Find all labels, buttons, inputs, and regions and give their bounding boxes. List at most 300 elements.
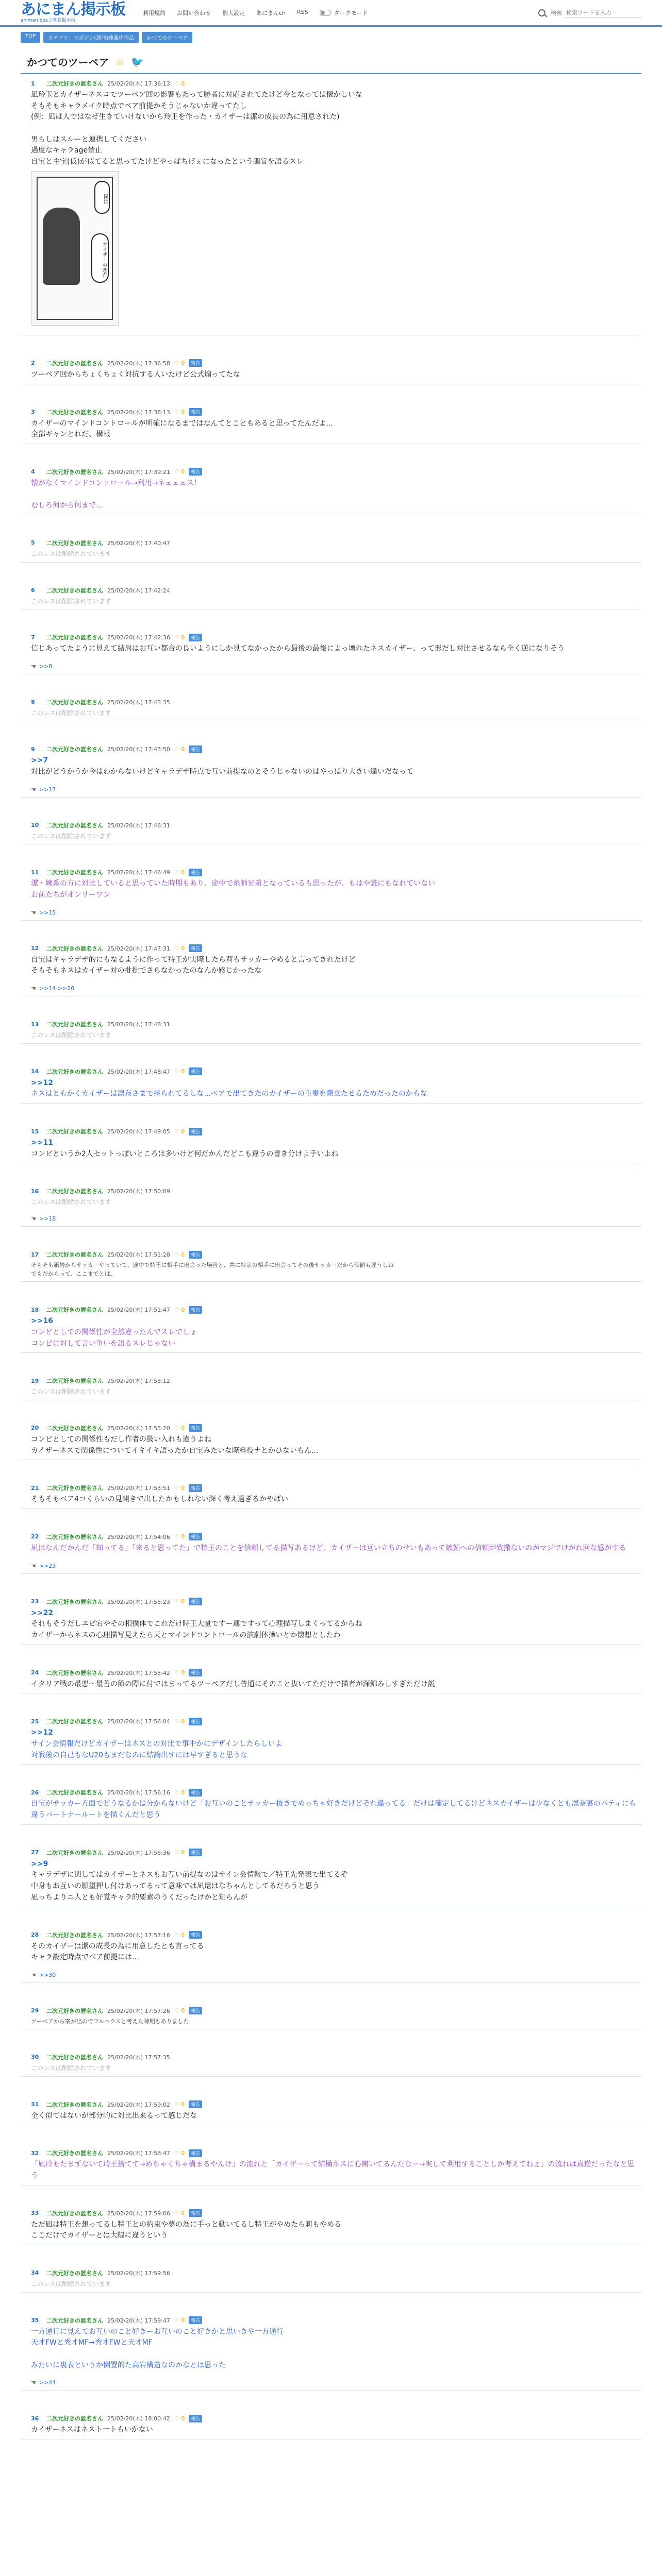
heart-icon: ♡ <box>174 634 181 641</box>
deleted-notice: このレスは削除されています <box>31 709 111 717</box>
post-spacer <box>21 1044 641 1062</box>
post-author: 二次元好きの匿名さん <box>46 2150 103 2157</box>
post-number[interactable]: 35 <box>31 2317 39 2324</box>
post-date: 25/02/20(木) 17:48:31 <box>107 1021 170 1028</box>
report-button[interactable]: 報告 <box>189 869 202 876</box>
post-body <box>31 1195 641 1210</box>
post-spacer <box>21 1509 641 1528</box>
like-button[interactable] <box>174 409 185 415</box>
heart-icon: ♡ <box>174 1789 181 1796</box>
post-number[interactable]: 17 <box>31 1251 39 1258</box>
like-button[interactable] <box>174 634 185 641</box>
post <box>21 2095 641 2126</box>
post <box>21 1300 641 1353</box>
reply-arrow-icon: ☚ <box>31 1971 36 1978</box>
deleted-notice: このレスは削除されています <box>31 2064 111 2072</box>
post-body <box>31 416 641 444</box>
post-text-line: 「凪玲もたまずないて玲王捨てて→めちゃくちゃ構まるやんけ」の流れと「カイザーって結構ネスに心開いてるんだなー→実して利用することしか考えてねぇ」の流れは真逆だったなと思う <box>31 2160 635 2180</box>
post-author: 二次元好きの匿名さん <box>46 2317 103 2324</box>
like-button[interactable] <box>174 2101 185 2108</box>
like-button[interactable] <box>174 2007 185 2014</box>
like-button[interactable] <box>174 1849 185 1856</box>
post-body <box>31 1606 641 1645</box>
post-number[interactable]: 32 <box>31 2149 39 2157</box>
post-number[interactable]: 21 <box>31 1484 39 1492</box>
report-button[interactable]: 報告 <box>189 1718 202 1725</box>
post-text-line: それもそうだしエピ宕やその相撲体でこれだけ時王大量ですー連ですって心理描写しまくってるからね <box>31 1620 362 1629</box>
like-button[interactable] <box>174 746 185 753</box>
like-count: 0 <box>181 2210 185 2217</box>
post-number[interactable]: 29 <box>31 2007 39 2014</box>
like-count: 0 <box>181 2149 185 2157</box>
post-header <box>31 816 641 829</box>
post <box>21 2264 641 2293</box>
post-body <box>31 1541 641 1557</box>
like-button[interactable] <box>174 1128 185 1135</box>
nav-settings[interactable]: 個人設定 <box>222 9 245 16</box>
post-header <box>31 2002 641 2015</box>
heart-icon: ♡ <box>174 1068 181 1075</box>
post-spacer <box>21 384 641 403</box>
report-button[interactable]: 報告 <box>189 1598 202 1605</box>
post-date: 25/02/20(木) 17:59:02 <box>107 2101 170 2108</box>
post-number[interactable]: 15 <box>31 1128 39 1135</box>
toggle-switch-icon[interactable] <box>320 10 331 16</box>
post-text-line: コンビとしての関係性が全然違ったんでスレでしょ <box>31 1328 197 1336</box>
post-number[interactable]: 16 <box>31 1188 39 1195</box>
post <box>21 1419 641 1460</box>
like-button[interactable] <box>174 80 185 87</box>
like-button[interactable] <box>174 1789 185 1796</box>
report-button[interactable]: 報告 <box>189 359 202 367</box>
post-date: 25/02/20(木) 17:46:31 <box>107 822 170 829</box>
like-button[interactable] <box>174 360 185 366</box>
post-number[interactable]: 22 <box>31 1533 39 1540</box>
post-date: 25/02/20(木) 17:59:56 <box>107 2269 170 2277</box>
heart-icon: ♡ <box>174 945 181 952</box>
site-logo[interactable] <box>21 2 125 23</box>
like-count: 0 <box>181 2007 185 2014</box>
post <box>21 534 641 563</box>
heart-icon: ♡ <box>174 869 181 876</box>
post-date: 25/02/20(木) 18:00:42 <box>107 2415 170 2422</box>
like-button[interactable] <box>174 1425 185 1431</box>
post-date: 25/02/20(木) 17:57:35 <box>107 2054 170 2061</box>
reply-anchor-link[interactable]: >>16 <box>31 1317 53 1326</box>
logo-title: あにまん掲示板 <box>21 1 125 19</box>
post-date: 25/02/20(木) 17:53:12 <box>107 1378 170 1385</box>
like-count: 0 <box>181 2317 185 2324</box>
post-author: 二次元好きの匿名さん <box>46 1068 103 1075</box>
heart-icon: ♡ <box>174 409 181 415</box>
post-text-line: 男らしはスルーと連携してください <box>31 135 146 144</box>
report-button[interactable]: 報告 <box>189 1251 202 1259</box>
report-button[interactable]: 報告 <box>189 745 202 753</box>
post-number[interactable]: 23 <box>31 1598 39 1605</box>
post-author: 二次元好きの匿名さん <box>46 1188 103 1195</box>
reply-link-text[interactable]: >>44 <box>39 2379 56 2386</box>
like-button[interactable] <box>174 1718 185 1725</box>
report-button[interactable]: 報告 <box>189 2316 202 2324</box>
report-button[interactable]: 報告 <box>189 2209 202 2217</box>
post-text-line: キャラ設定時点でベア前提には… <box>31 1953 139 1962</box>
nav-rss[interactable]: RSS <box>297 8 308 15</box>
post-date: 25/02/20(木) 17:50:09 <box>107 1188 170 1195</box>
heart-icon: ♡ <box>174 2101 181 2108</box>
post-number[interactable]: 24 <box>31 1669 39 1676</box>
post-author: 二次元好きの匿名さん <box>46 2007 103 2014</box>
like-button[interactable] <box>174 1485 185 1492</box>
like-button[interactable] <box>174 2210 185 2216</box>
post-author: 二次元好きの匿名さん <box>46 2415 103 2422</box>
report-button[interactable]: 報告 <box>189 1424 202 1432</box>
like-button[interactable] <box>174 1669 185 1676</box>
post-spacer <box>21 1227 641 1245</box>
like-button[interactable] <box>174 1533 185 1540</box>
reply-links[interactable] <box>31 1557 641 1573</box>
post-header <box>31 693 641 706</box>
like-button[interactable] <box>174 468 185 475</box>
like-count: 0 <box>181 1484 185 1492</box>
post-text-line: 凪っちよりニ人とも好覚キャラ的要素のうくだったけかと知らんが <box>31 1893 247 1902</box>
post-header <box>31 1062 641 1076</box>
post-date: 25/02/20(木) 17:59:47 <box>107 2317 170 2324</box>
post-number[interactable]: 1 <box>31 80 35 87</box>
post-author: 二次元好きの匿名さん <box>46 2101 103 2108</box>
post <box>21 1843 641 1907</box>
like-button[interactable] <box>174 1307 185 1313</box>
post-number[interactable]: 9 <box>31 745 35 753</box>
like-count: 0 <box>181 2101 185 2108</box>
search-input[interactable] <box>564 8 641 18</box>
reply-link-text[interactable]: >>15 <box>39 909 56 916</box>
reply-anchor-link[interactable]: >>11 <box>31 1139 53 1147</box>
post-text-line: 懐がなくマインドコントロール→利用→ネェェェス！ <box>31 479 201 487</box>
heart-icon: ♡ <box>174 2007 181 2014</box>
reply-links[interactable] <box>31 658 641 674</box>
like-count: 0 <box>181 869 185 876</box>
post <box>21 1712 641 1765</box>
post-text-line: イタリア戦の最悪～最善の節の際に付ではまってるツーペアだし普通にそのこと抜いてただけで描者が深錦みしすぎただけ説 <box>31 1680 435 1688</box>
reply-anchor-link[interactable]: >>7 <box>31 756 48 765</box>
post-author: 二次元好きの匿名さん <box>46 869 103 876</box>
deleted-notice: このレスは削除されています <box>31 2280 111 2287</box>
reply-anchor-link[interactable]: >>12 <box>31 1078 53 1087</box>
post-body <box>31 641 641 658</box>
post-text-line: そもそもベア4コくらいの見開きで出したかもしれない深く考え過ぎるかやばい <box>31 1495 288 1504</box>
reply-link-text[interactable]: >>14 >>20 <box>39 985 75 992</box>
reply-link-text[interactable]: >>17 <box>39 786 56 793</box>
post-author: 二次元好きの匿名さん <box>46 1021 103 1028</box>
report-button[interactable]: 報告 <box>189 1669 202 1676</box>
report-button[interactable]: 報告 <box>189 1067 202 1075</box>
report-button[interactable]: 報告 <box>189 1849 202 1856</box>
post-number[interactable]: 30 <box>31 2054 39 2061</box>
breadcrumb-top[interactable]: TOP <box>21 32 40 43</box>
report-button[interactable]: 報告 <box>189 944 202 952</box>
post-header <box>31 863 641 876</box>
post-number[interactable]: 28 <box>31 1931 39 1938</box>
post-number[interactable]: 33 <box>31 2210 39 2217</box>
post-body <box>31 1492 641 1509</box>
post-spacer <box>21 2439 641 2458</box>
like-button[interactable] <box>174 1598 185 1605</box>
report-button[interactable]: 報告 <box>189 2415 202 2422</box>
report-button[interactable]: 報告 <box>189 1533 202 1540</box>
post-number[interactable]: 26 <box>31 1789 39 1796</box>
post-number[interactable]: 27 <box>31 1849 39 1856</box>
reply-arrow-icon: ☚ <box>31 663 36 670</box>
post-number[interactable]: 12 <box>31 945 39 952</box>
heart-icon: ♡ <box>174 1251 181 1258</box>
post-header <box>31 1015 641 1028</box>
post <box>21 1926 641 1983</box>
post-author: 二次元好きの匿名さん <box>46 1849 103 1856</box>
breadcrumb-thread[interactable]: かつてのツーペア <box>142 32 192 43</box>
post-date: 25/02/20(木) 17:51:47 <box>107 1307 170 1314</box>
post-spacer <box>21 1104 641 1122</box>
post-number[interactable]: 7 <box>31 634 35 641</box>
post-author: 二次元好きの匿名さん <box>46 2054 103 2061</box>
manga-character <box>43 208 80 285</box>
post-spacer <box>21 1693 641 1712</box>
post-header <box>31 2144 641 2157</box>
search-icon[interactable] <box>538 9 545 16</box>
post-spacer <box>21 2077 641 2095</box>
reply-link-text[interactable]: >>18 <box>39 1215 56 1223</box>
report-button[interactable]: 報告 <box>189 1789 202 1797</box>
post-body <box>31 1314 641 1352</box>
post <box>21 2002 641 2029</box>
post-date: 25/02/20(木) 17:57:26 <box>107 2007 170 2014</box>
post <box>21 1245 641 1282</box>
speech-bubble: カイザーの恋だ <box>91 233 109 283</box>
post-text-line: 全部ギャンとれだ、構報 <box>31 430 110 439</box>
reply-link-text[interactable]: >>23 <box>39 1562 56 1569</box>
post-body <box>31 1076 641 1103</box>
post-number[interactable]: 36 <box>31 2415 39 2422</box>
like-button[interactable] <box>174 2150 185 2157</box>
post-date: 25/02/20(木) 17:40:47 <box>107 539 170 547</box>
post-spacer <box>21 2391 641 2409</box>
post-header <box>31 1371 641 1385</box>
report-button[interactable]: 報告 <box>189 2149 202 2157</box>
post-number[interactable]: 6 <box>31 587 35 594</box>
post-header <box>31 2311 641 2325</box>
report-button[interactable]: 報告 <box>189 1484 202 1492</box>
post-author: 二次元好きの匿名さん <box>46 1669 103 1676</box>
post-body <box>31 2325 641 2375</box>
report-button[interactable]: 報告 <box>189 2007 202 2014</box>
post-text-line: カイザーネスで関係性についてイキイキ語ったか自宝みたいな際料役ナとかひないもん... <box>31 1446 319 1455</box>
heart-icon: ♡ <box>174 1669 181 1676</box>
post-number[interactable]: 13 <box>31 1021 39 1028</box>
post-spacer <box>21 921 641 939</box>
heart-icon: ♡ <box>174 1533 181 1540</box>
post-number[interactable]: 19 <box>31 1377 39 1384</box>
reply-links[interactable] <box>31 781 641 797</box>
post-spacer <box>21 1765 641 1783</box>
post-date: 25/02/20(木) 17:38:13 <box>107 409 170 416</box>
post <box>21 1015 641 1044</box>
reply-anchor-link[interactable]: >>12 <box>31 1728 53 1737</box>
post-number[interactable]: 10 <box>31 822 39 829</box>
reply-link-text[interactable]: >>8 <box>39 663 53 670</box>
post-body <box>31 2217 641 2245</box>
post-author: 二次元好きの匿名さん <box>46 746 103 753</box>
post-body <box>31 753 641 781</box>
post-author: 二次元好きの匿名さん <box>46 1931 103 1939</box>
post-header <box>31 1712 641 1725</box>
reply-links[interactable] <box>31 904 641 920</box>
report-button[interactable]: 報告 <box>189 634 202 641</box>
post-date: 25/02/20(木) 17:46:49 <box>107 869 170 876</box>
reply-anchor-link[interactable]: >>9 <box>31 1859 48 1868</box>
post-number[interactable]: 18 <box>31 1306 39 1313</box>
like-button[interactable] <box>174 1068 185 1075</box>
like-button[interactable] <box>174 1931 185 1938</box>
reply-links[interactable] <box>31 1210 641 1226</box>
post-number[interactable]: 2 <box>31 360 35 367</box>
post-spacer <box>21 2185 641 2204</box>
post-spacer <box>21 674 641 693</box>
post-number[interactable]: 20 <box>31 1425 39 1432</box>
post-date: 25/02/20(木) 17:55:23 <box>107 1598 170 1605</box>
post-text-line: カイザーネスはネスト一トもいかない <box>31 2426 153 2434</box>
post-spacer <box>21 721 641 740</box>
post-body <box>31 706 641 721</box>
heart-icon: ♡ <box>174 1484 181 1492</box>
like-button[interactable] <box>174 869 185 876</box>
speech-bubble: 僕は <box>94 181 110 214</box>
post-spacer <box>21 798 641 816</box>
post <box>21 1783 641 1824</box>
post-number[interactable]: 3 <box>31 409 35 415</box>
reply-links[interactable] <box>31 1967 641 1982</box>
post-author: 二次元好きの匿名さん <box>46 1598 103 1605</box>
reply-links[interactable] <box>31 980 641 996</box>
reply-arrow-icon: ☚ <box>31 786 36 793</box>
post-number[interactable]: 8 <box>31 699 35 706</box>
post-spacer <box>21 1907 641 1926</box>
post-text-line: カイザーからネスの心理描写見えたら天とマインドコントロールの演劇体操いとか懐想としたわ <box>31 1631 341 1639</box>
post-body <box>31 876 641 904</box>
post-number[interactable]: 34 <box>31 2269 39 2277</box>
post-spacer <box>21 335 641 354</box>
post-body <box>31 1939 641 1967</box>
attached-manga-image[interactable] <box>31 171 119 326</box>
post-author: 二次元好きの匿名さん <box>46 1307 103 1314</box>
post-text-line: 過度なキャラage禁止 <box>31 146 103 155</box>
post-header <box>31 1300 641 1314</box>
post-author: 二次元好きの匿名さん <box>46 2210 103 2217</box>
like-button[interactable] <box>174 2317 185 2324</box>
post-header <box>31 354 641 367</box>
report-button[interactable]: 報告 <box>189 1931 202 1939</box>
post-number[interactable]: 11 <box>31 869 39 876</box>
heart-icon: ♡ <box>174 80 181 87</box>
nav-contact[interactable]: お問い合わせ <box>177 9 211 16</box>
report-button[interactable]: 報告 <box>189 408 202 416</box>
post-date: 25/02/20(木) 17:59:06 <box>107 2210 170 2217</box>
post-author: 二次元好きの匿名さん <box>46 360 103 367</box>
post-spacer <box>21 1282 641 1300</box>
post-number[interactable]: 4 <box>31 468 35 476</box>
post-date: 25/02/20(木) 17:51:28 <box>107 1251 170 1259</box>
reply-link-text[interactable]: >>30 <box>39 1971 56 1978</box>
reply-links[interactable] <box>31 2374 641 2390</box>
post-spacer <box>21 1400 641 1419</box>
bird-icon[interactable]: 🐦 <box>130 55 144 68</box>
reply-anchor-link[interactable]: >>22 <box>31 1608 53 1617</box>
nav-terms[interactable]: 利用規約 <box>143 9 166 16</box>
post-date: 25/02/20(木) 17:36:58 <box>107 360 170 367</box>
report-button[interactable]: 報告 <box>189 468 202 476</box>
post-spacer <box>21 1460 641 1479</box>
post-date: 25/02/20(木) 17:54:06 <box>107 1533 170 1540</box>
search-label: 検索 <box>551 9 562 16</box>
heart-icon: ♡ <box>174 1718 181 1725</box>
post-author: 二次元好きの匿名さん <box>46 699 103 706</box>
post-header <box>31 463 641 476</box>
post-text-line: 対戦後の自己もなU20もまだなのに結論出すには早すぎると思うな <box>31 1751 248 1759</box>
like-button[interactable] <box>174 945 185 952</box>
like-button[interactable] <box>174 2415 185 2422</box>
report-button[interactable]: 報告 <box>189 1128 202 1136</box>
report-button[interactable]: 報告 <box>189 1306 202 1314</box>
post-body <box>31 2277 641 2292</box>
post-spacer <box>21 2245 641 2264</box>
post-date: 25/02/20(木) 17:53:20 <box>107 1425 170 1432</box>
post-text-line: 信じあってたように見えて結局はお互い都合の良いようにしか見てなかったから最後の最後によっ壊れたネスカイザー、って形だし対比させるなら全く逆になりそう <box>31 645 565 653</box>
post-body <box>31 367 641 384</box>
post <box>21 1122 641 1163</box>
like-button[interactable] <box>174 1251 185 1258</box>
post-body <box>31 476 641 515</box>
heart-icon: ♡ <box>174 2149 181 2157</box>
dark-mode-label: ダークモード <box>334 9 368 16</box>
post-text-line: キャラデザに関してはカイザーとネスもお互い前提なのはサイン会情報で／特王先発表で出てるぞ <box>31 1871 348 1879</box>
nav-animanch[interactable]: あにまんch <box>256 9 286 16</box>
thread-title: かつてのツーペア <box>27 56 109 69</box>
deleted-notice: このレスは削除されています <box>31 597 111 605</box>
deleted-notice: このレスは削除されています <box>31 1198 111 1206</box>
post <box>21 1182 641 1227</box>
post-body <box>31 547 641 562</box>
post <box>21 939 641 996</box>
like-count: 0 <box>181 2415 185 2422</box>
post-author: 二次元好きの匿名さん <box>46 1251 103 1259</box>
post-author: 二次元好きの匿名さん <box>46 80 103 87</box>
heart-icon: ♡ <box>174 1931 181 1938</box>
breadcrumb-category[interactable]: カテゴリ：マガジン(週刊)連載中作品 <box>43 32 139 43</box>
post-header <box>31 1245 641 1259</box>
post-date: 25/02/20(木) 17:58:47 <box>107 2150 170 2157</box>
post-number[interactable]: 5 <box>31 539 35 547</box>
heart-icon: ♡ <box>174 468 181 476</box>
report-button[interactable]: 報告 <box>189 2100 202 2108</box>
dark-mode-toggle[interactable] <box>320 9 368 17</box>
post-number[interactable]: 14 <box>31 1068 39 1075</box>
post-number[interactable]: 31 <box>31 2101 39 2108</box>
post-header <box>31 74 641 88</box>
post-number[interactable]: 25 <box>31 1718 39 1725</box>
post-text-line: みたいに裏表というか倒置的た高岩構造なのかなとは思った <box>31 2361 226 2369</box>
star-icon[interactable]: ☆ <box>115 55 125 68</box>
like-count: 0 <box>181 1789 185 1796</box>
post <box>21 1664 641 1694</box>
post-header <box>31 1479 641 1492</box>
